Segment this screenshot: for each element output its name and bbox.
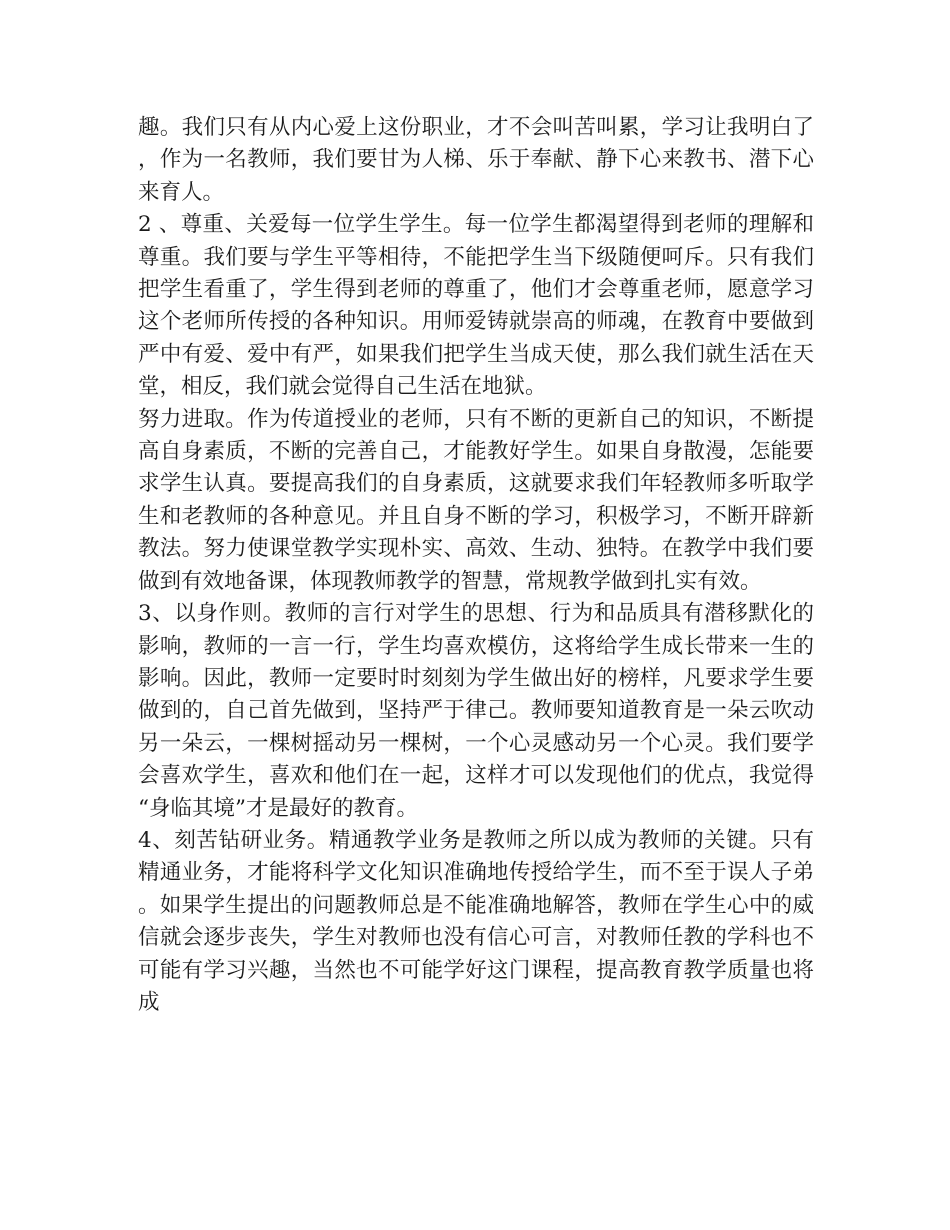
paragraph-2: 2 、尊重、关爱每一位学生学生。每一位学生都渴望得到老师的理解和尊重。我们要与学生平等相待，不能把学生当下级随便呵斥。只有我们把学生看重了，学生得到老师的尊重了，他们才会尊重老师，愿意学习这个老师所传授的各种知识。用师爱铸就崇高的师魂，在教育中要做到严中有爱、爱中有严，如果我们把学生当成天使，那么我们就生活在天堂，相反，我们就会觉得自己生活在地狱。: [138, 212, 814, 400]
document-body: [138, 112, 814, 1019]
paragraph-1: 趣。我们只有从内心爱上这份职业，才不会叫苦叫累，学习让我明白了，作为一名教师，我们要甘为人梯、乐于奉献、静下心来教书、潜下心来育人。: [138, 115, 814, 205]
paragraph-5: 4、刻苦钻研业务。精通教学业务是教师之所以成为教师的关键。只有精通业务，才能将科学文化知识准确地传授给学生，而不至于误人子弟。如果学生提出的问题教师总是不能准确地解答，教师在学生心中的威信就会逐步丧失，学生对教师也没有信心可言，对教师任教的学科也不可能有学习兴趣，当然也不可能学好这门课程，提高教育教学质量也将成: [138, 827, 814, 1015]
paragraph-4: 3、以身作则。教师的言行对学生的思想、行为和品质具有潜移默化的影响，教师的一言一行，学生均喜欢模仿，这将给学生成长带来一生的影响。因此，教师一定要时时刻刻为学生做出好的榜样，凡要求学生要做到的，自己首先做到，坚持严于律己。教师要知道教育是一朵云吹动另一朵云，一棵树摇动另一棵树，一个心灵感动另一个心灵。我们要学会喜欢学生，喜欢和他们在一起，这样才可以发现他们的优点，我觉得“身临其境”才是最好的教育。: [138, 601, 814, 821]
paragraph-3: 努力进取。作为传道授业的老师，只有不断的更新自己的知识，不断提高自身素质，不断的完善自己，才能教好学生。如果自身散漫，怎能要求学生认真。要提高我们的自身素质，这就要求我们年轻教师多听取学生和老教师的各种意见。并且自身不断的学习，积极学习，不断开辟新教法。努力使课堂教学实现朴实、高效、生动、独特。在教学中我们要做到有效地备课，体现教师教学的智慧，常规教学做到扎实有效。: [138, 406, 814, 594]
